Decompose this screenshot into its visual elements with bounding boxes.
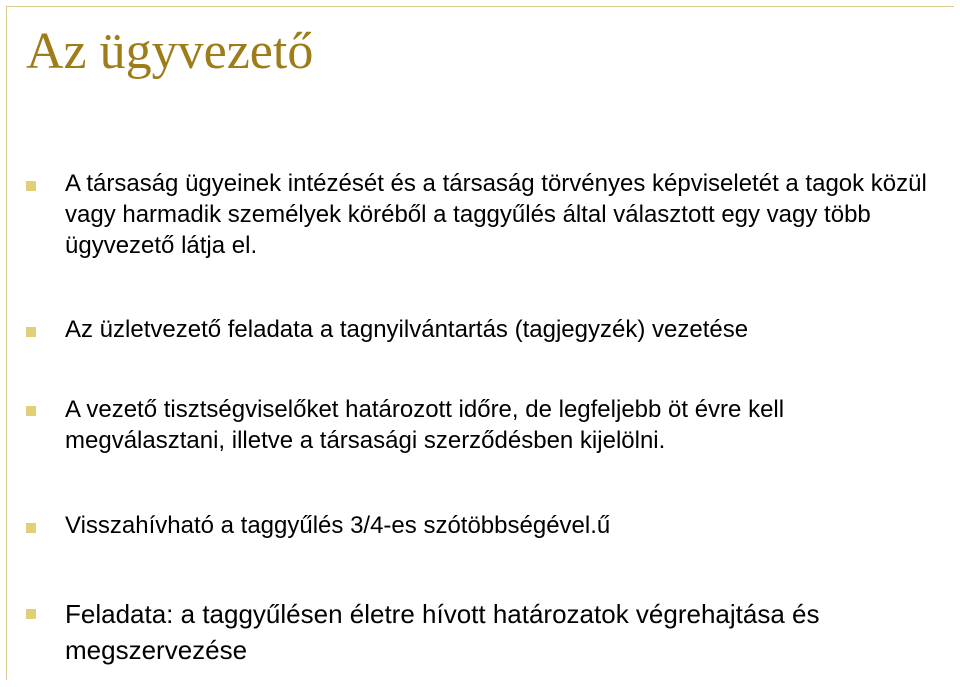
bullet-text: Visszahívható a taggyűlés 3/4-es szótöbbségével.ű: [65, 512, 611, 539]
bullet-text: A társaság ügyeinek intézését és a társaság törvényes képviseletét a tagok közül vagy harmadik személyek köréből a taggyűlés által választott egy vagy több ügyvezető látja el.: [65, 170, 927, 259]
frame-left-line: [6, 6, 7, 680]
bullet-text: Feladata: a taggyűlésen életre hívott határozatok végrehajtása és megszervezése: [65, 599, 820, 665]
square-bullet-icon: [26, 406, 36, 416]
slide-title: Az ügyvezető: [26, 23, 314, 80]
frame-top-line: [6, 6, 954, 7]
square-bullet-icon: [26, 609, 36, 619]
bullet-text: A vezető tisztségviselőket határozott időre, de legfeljebb öt évre kell megválasztani, illetve a társasági szerződésben kijelölni.: [65, 396, 785, 454]
bullet-text: Az üzletvezető feladata a tagnyilvántartás (tagjegyzék) vezetése: [65, 316, 749, 343]
square-bullet-icon: [26, 181, 36, 191]
square-bullet-icon: [26, 523, 36, 533]
square-bullet-icon: [26, 327, 36, 337]
